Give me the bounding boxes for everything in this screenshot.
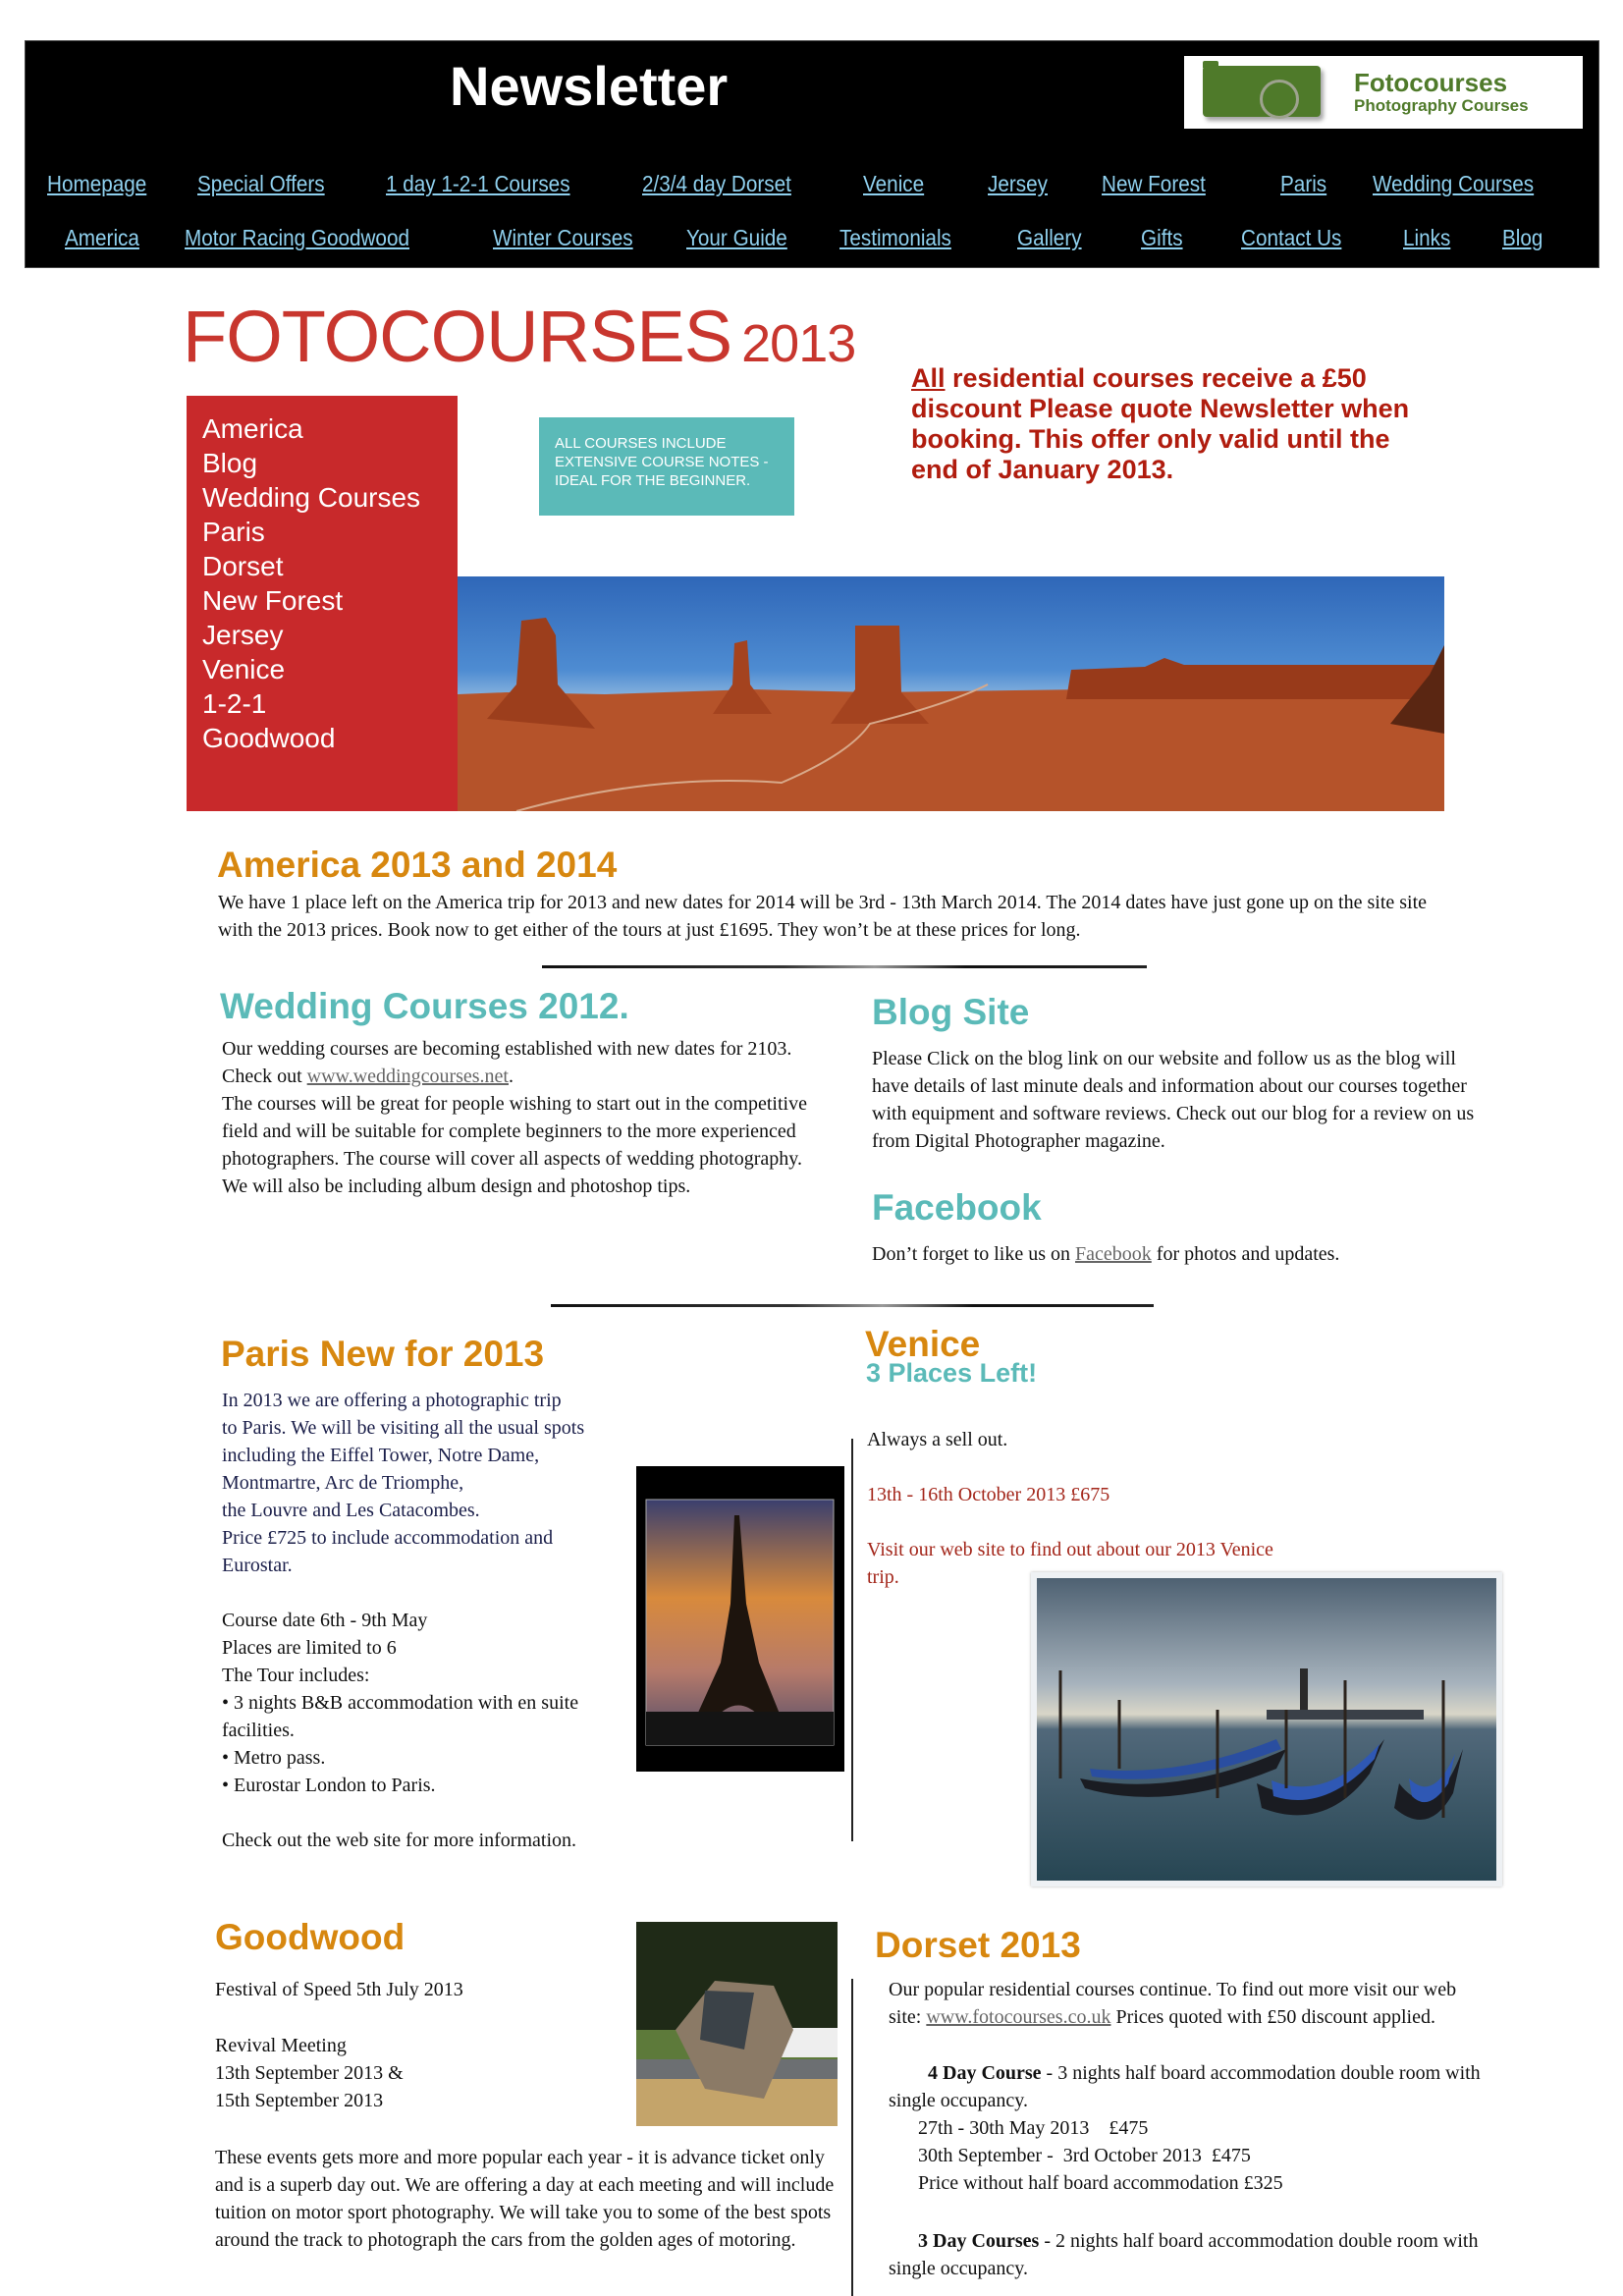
dorset-date-line: Price without half board accommodation £325 <box>918 2172 1283 2194</box>
paris-footer: Check out the web site for more information. <box>222 1830 577 1851</box>
fotocourses-link[interactable]: www.fotocourses.co.uk <box>926 2006 1111 2028</box>
eiffel-photo <box>636 1466 844 1772</box>
nav-homepage[interactable]: Homepage <box>47 171 147 196</box>
fotocourses-logo[interactable] <box>1184 56 1583 129</box>
goodwood-text: These events gets more and more popular each year - it is advance ticket only and is a superb day out. We are offering a day at each meeting and will include tuition on motor sport photography. We will take you to some of the best spots around the track to photograph the cars from the golden ages of motoring. <box>215 2147 835 2251</box>
dorset-dates <box>918 2114 1488 2197</box>
dorset-intro-prefix: Our popular residential courses continue. To find out more visit our web site: <box>889 1979 1457 2028</box>
dorset-four-day <box>889 2059 1488 2114</box>
paris-intro-line: Eurostar. <box>222 1555 293 1576</box>
venice-heading: Venice <box>865 1324 981 1364</box>
wedding-p1: Our wedding courses are becoming established with new dates for 2103. <box>222 1038 792 1060</box>
nav-your-guide[interactable]: Your Guide <box>686 225 787 250</box>
menu-item-venice[interactable]: Venice <box>202 654 286 684</box>
dorset-heading: Dorset 2013 <box>875 1925 1081 1965</box>
paris-intro <box>222 1387 654 1579</box>
goodwood-revival-line: Revival Meeting <box>215 2035 347 2056</box>
menu-item-goodwood[interactable]: Goodwood <box>202 723 336 753</box>
divider <box>551 1304 1154 1307</box>
nav-testimonials[interactable]: Testimonials <box>839 225 951 250</box>
america-text: We have 1 place left on the America trip for 2013 and new dates for 2014 will be 3rd - 13th March 2014. The 2014 dates have just gone up on the site site with the 2013 prices. Book now to get either of the tours at just £1695. They won’t be at these prices for long. <box>218 892 1428 941</box>
paris-intro-line: to Paris. We will be visiting all the usual spots <box>222 1417 585 1439</box>
callout-line: EXTENSIVE COURSE NOTES - <box>555 454 769 470</box>
nav-links[interactable]: Links <box>1403 225 1451 250</box>
goodwood-revival-line: 15th September 2013 <box>215 2090 384 2111</box>
venice-dates: 13th - 16th October 2013 £675 <box>867 1484 1110 1505</box>
divider <box>542 965 1147 968</box>
paris-intro-line: including the Eiffel Tower, Notre Dame, <box>222 1445 540 1466</box>
goodwood-revival-line: 13th September 2013 & <box>215 2062 404 2084</box>
goodwood-revival <box>215 2032 647 2114</box>
menu-item-jersey[interactable]: Jersey <box>202 620 284 650</box>
venice-visit: Visit our web site to find out about our 2013 Venice trip. <box>867 1539 1273 1588</box>
wedding-check <box>222 1063 821 1090</box>
banner-landscape-image <box>458 576 1444 811</box>
course-menu <box>187 396 458 811</box>
venice-gondola-image <box>1031 1572 1502 1886</box>
paris-include-item: • 3 nights B&B accommodation with en suite facilities. <box>222 1692 579 1741</box>
paris-include-item: • Eurostar London to Paris. <box>222 1775 436 1796</box>
callout-line: ALL COURSES INCLUDE <box>555 435 727 452</box>
nav-gifts[interactable]: Gifts <box>1141 225 1183 250</box>
eiffel-tower-image <box>636 1466 844 1772</box>
menu-item-wedding-courses[interactable]: Wedding Courses <box>202 482 421 513</box>
paris-places: Places are limited to 6 <box>222 1637 397 1659</box>
discount-offer <box>911 363 1441 485</box>
camera-lens-icon <box>1260 80 1299 119</box>
wedding-body <box>222 1035 821 1200</box>
paris-intro-line: Price £725 to include accommodation and <box>222 1527 554 1549</box>
paris-intro-line: the Louvre and Les Catacombes. <box>222 1500 480 1521</box>
wedding-check-prefix: Check out <box>222 1066 307 1087</box>
nav-contact-us[interactable]: Contact Us <box>1241 225 1342 250</box>
wedding-check-suffix: . <box>508 1066 514 1087</box>
nav-venice[interactable]: Venice <box>863 171 925 196</box>
venice-photo <box>1031 1572 1502 1886</box>
paris-include-item: • Metro pass. <box>222 1747 326 1769</box>
monument-valley-banner <box>458 576 1444 811</box>
menu-item-121[interactable]: 1-2-1 <box>202 688 267 719</box>
offer-all: All <box>911 363 946 393</box>
facebook-prefix: Don’t forget to like us on <box>872 1243 1076 1265</box>
fotocourses-title <box>183 296 856 377</box>
paris-details <box>222 1607 654 1854</box>
wedding-heading: Wedding Courses 2012. <box>220 986 629 1026</box>
nav-special-offers[interactable]: Special Offers <box>197 171 325 196</box>
goodwood-car-image <box>636 1922 838 2126</box>
title-year: 2013 <box>741 314 856 373</box>
course-notes-callout <box>539 417 794 516</box>
facebook-heading: Facebook <box>872 1187 1042 1228</box>
goodwood-heading: Goodwood <box>215 1917 406 1957</box>
nav-winter-courses[interactable]: Winter Courses <box>493 225 633 250</box>
venice-subheading: 3 Places Left! <box>866 1358 1038 1388</box>
paris-heading: Paris New for 2013 <box>221 1334 545 1374</box>
nav-wedding-courses[interactable]: Wedding Courses <box>1373 171 1535 196</box>
vertical-divider <box>851 1439 853 1841</box>
dorset-intro-suffix: Prices quoted with £50 discount applied. <box>1110 2006 1435 2028</box>
menu-item-blog[interactable]: Blog <box>202 448 258 478</box>
paris-includes-label: The Tour includes: <box>222 1665 370 1686</box>
venice-p1: Always a sell out. <box>867 1429 1008 1450</box>
blog-heading: Blog Site <box>872 992 1030 1032</box>
menu-item-dorset[interactable]: Dorset <box>202 551 284 581</box>
nav-121-courses[interactable]: 1 day 1-2-1 Courses <box>386 171 570 196</box>
nav-jersey[interactable]: Jersey <box>988 171 1048 196</box>
camera-icon <box>1203 66 1321 117</box>
facebook-suffix: for photos and updates. <box>1151 1243 1340 1265</box>
menu-item-paris[interactable]: Paris <box>202 517 265 547</box>
nav-america[interactable]: America <box>65 225 139 250</box>
menu-item-new-forest[interactable]: New Forest <box>202 585 344 616</box>
three-day-label: 3 Day Courses <box>918 2230 1040 2252</box>
nav-dorset[interactable]: 2/3/4 day Dorset <box>642 171 791 196</box>
menu-item-america[interactable]: America <box>202 413 303 444</box>
goodwood-photo <box>636 1922 838 2126</box>
nav-paris[interactable]: Paris <box>1280 171 1327 196</box>
nav-blog[interactable]: Blog <box>1502 225 1543 250</box>
newsletter-title: Newsletter <box>450 55 729 117</box>
logo-brand: Fotocourses <box>1354 68 1508 97</box>
title-text: FOTOCOURSES <box>183 296 732 377</box>
wedding-courses-link[interactable]: www.weddingcourses.net <box>306 1066 509 1087</box>
dorset-intro <box>889 1976 1488 2031</box>
facebook-text <box>872 1240 1500 1268</box>
three-day-text: - 2 nights half board accommodation double room with single occupancy. <box>889 2230 1479 2279</box>
four-day-label: 4 Day Course <box>928 2062 1042 2084</box>
paris-intro-line: Montmartre, Arc de Triomphe, <box>222 1472 464 1494</box>
callout-line: IDEAL FOR THE BEGINNER. <box>555 472 751 489</box>
facebook-link[interactable]: Facebook <box>1075 1243 1152 1265</box>
dorset-date-line: 27th - 30th May 2013 £475 <box>918 2117 1149 2139</box>
nav-gallery[interactable]: Gallery <box>1017 225 1082 250</box>
goodwood-festival: Festival of Speed 5th July 2013 <box>215 1979 463 2000</box>
offer-text: residential courses receive a £50 discount Please quote Newsletter when booking. This offer only valid until the end of January 2013. <box>911 363 1410 484</box>
dorset-date-line: 30th September - 3rd October 2013 £475 <box>918 2145 1251 2166</box>
america-heading: America 2013 and 2014 <box>217 845 618 885</box>
nav-motor-racing-goodwood[interactable]: Motor Racing Goodwood <box>185 225 409 250</box>
logo-tagline: Photography Courses <box>1354 96 1529 115</box>
dorset-three-day <box>889 2227 1488 2296</box>
paris-intro-line: In 2013 we are offering a photographic trip <box>222 1390 562 1411</box>
wedding-p2: The courses will be great for people wishing to start out in the competitive field and will be suitable for complete beginners to the more experienced photographers. The course will cover all aspects of wedding photography. We will also be including album design and photoshop tips. <box>222 1093 807 1197</box>
blog-text: Please Click on the blog link on our website and follow us as the blog will have details of last minute deals and information about our courses together with equipment and software reviews. Check out our blog for a review on us from Digital Photographer magazine. <box>872 1048 1475 1152</box>
four-day-text: - 3 nights half board accommodation double room with single occupancy. <box>889 2062 1481 2111</box>
nav-new-forest[interactable]: New Forest <box>1102 171 1206 196</box>
vertical-divider <box>851 1979 853 2296</box>
paris-course-date: Course date 6th - 9th May <box>222 1610 428 1631</box>
